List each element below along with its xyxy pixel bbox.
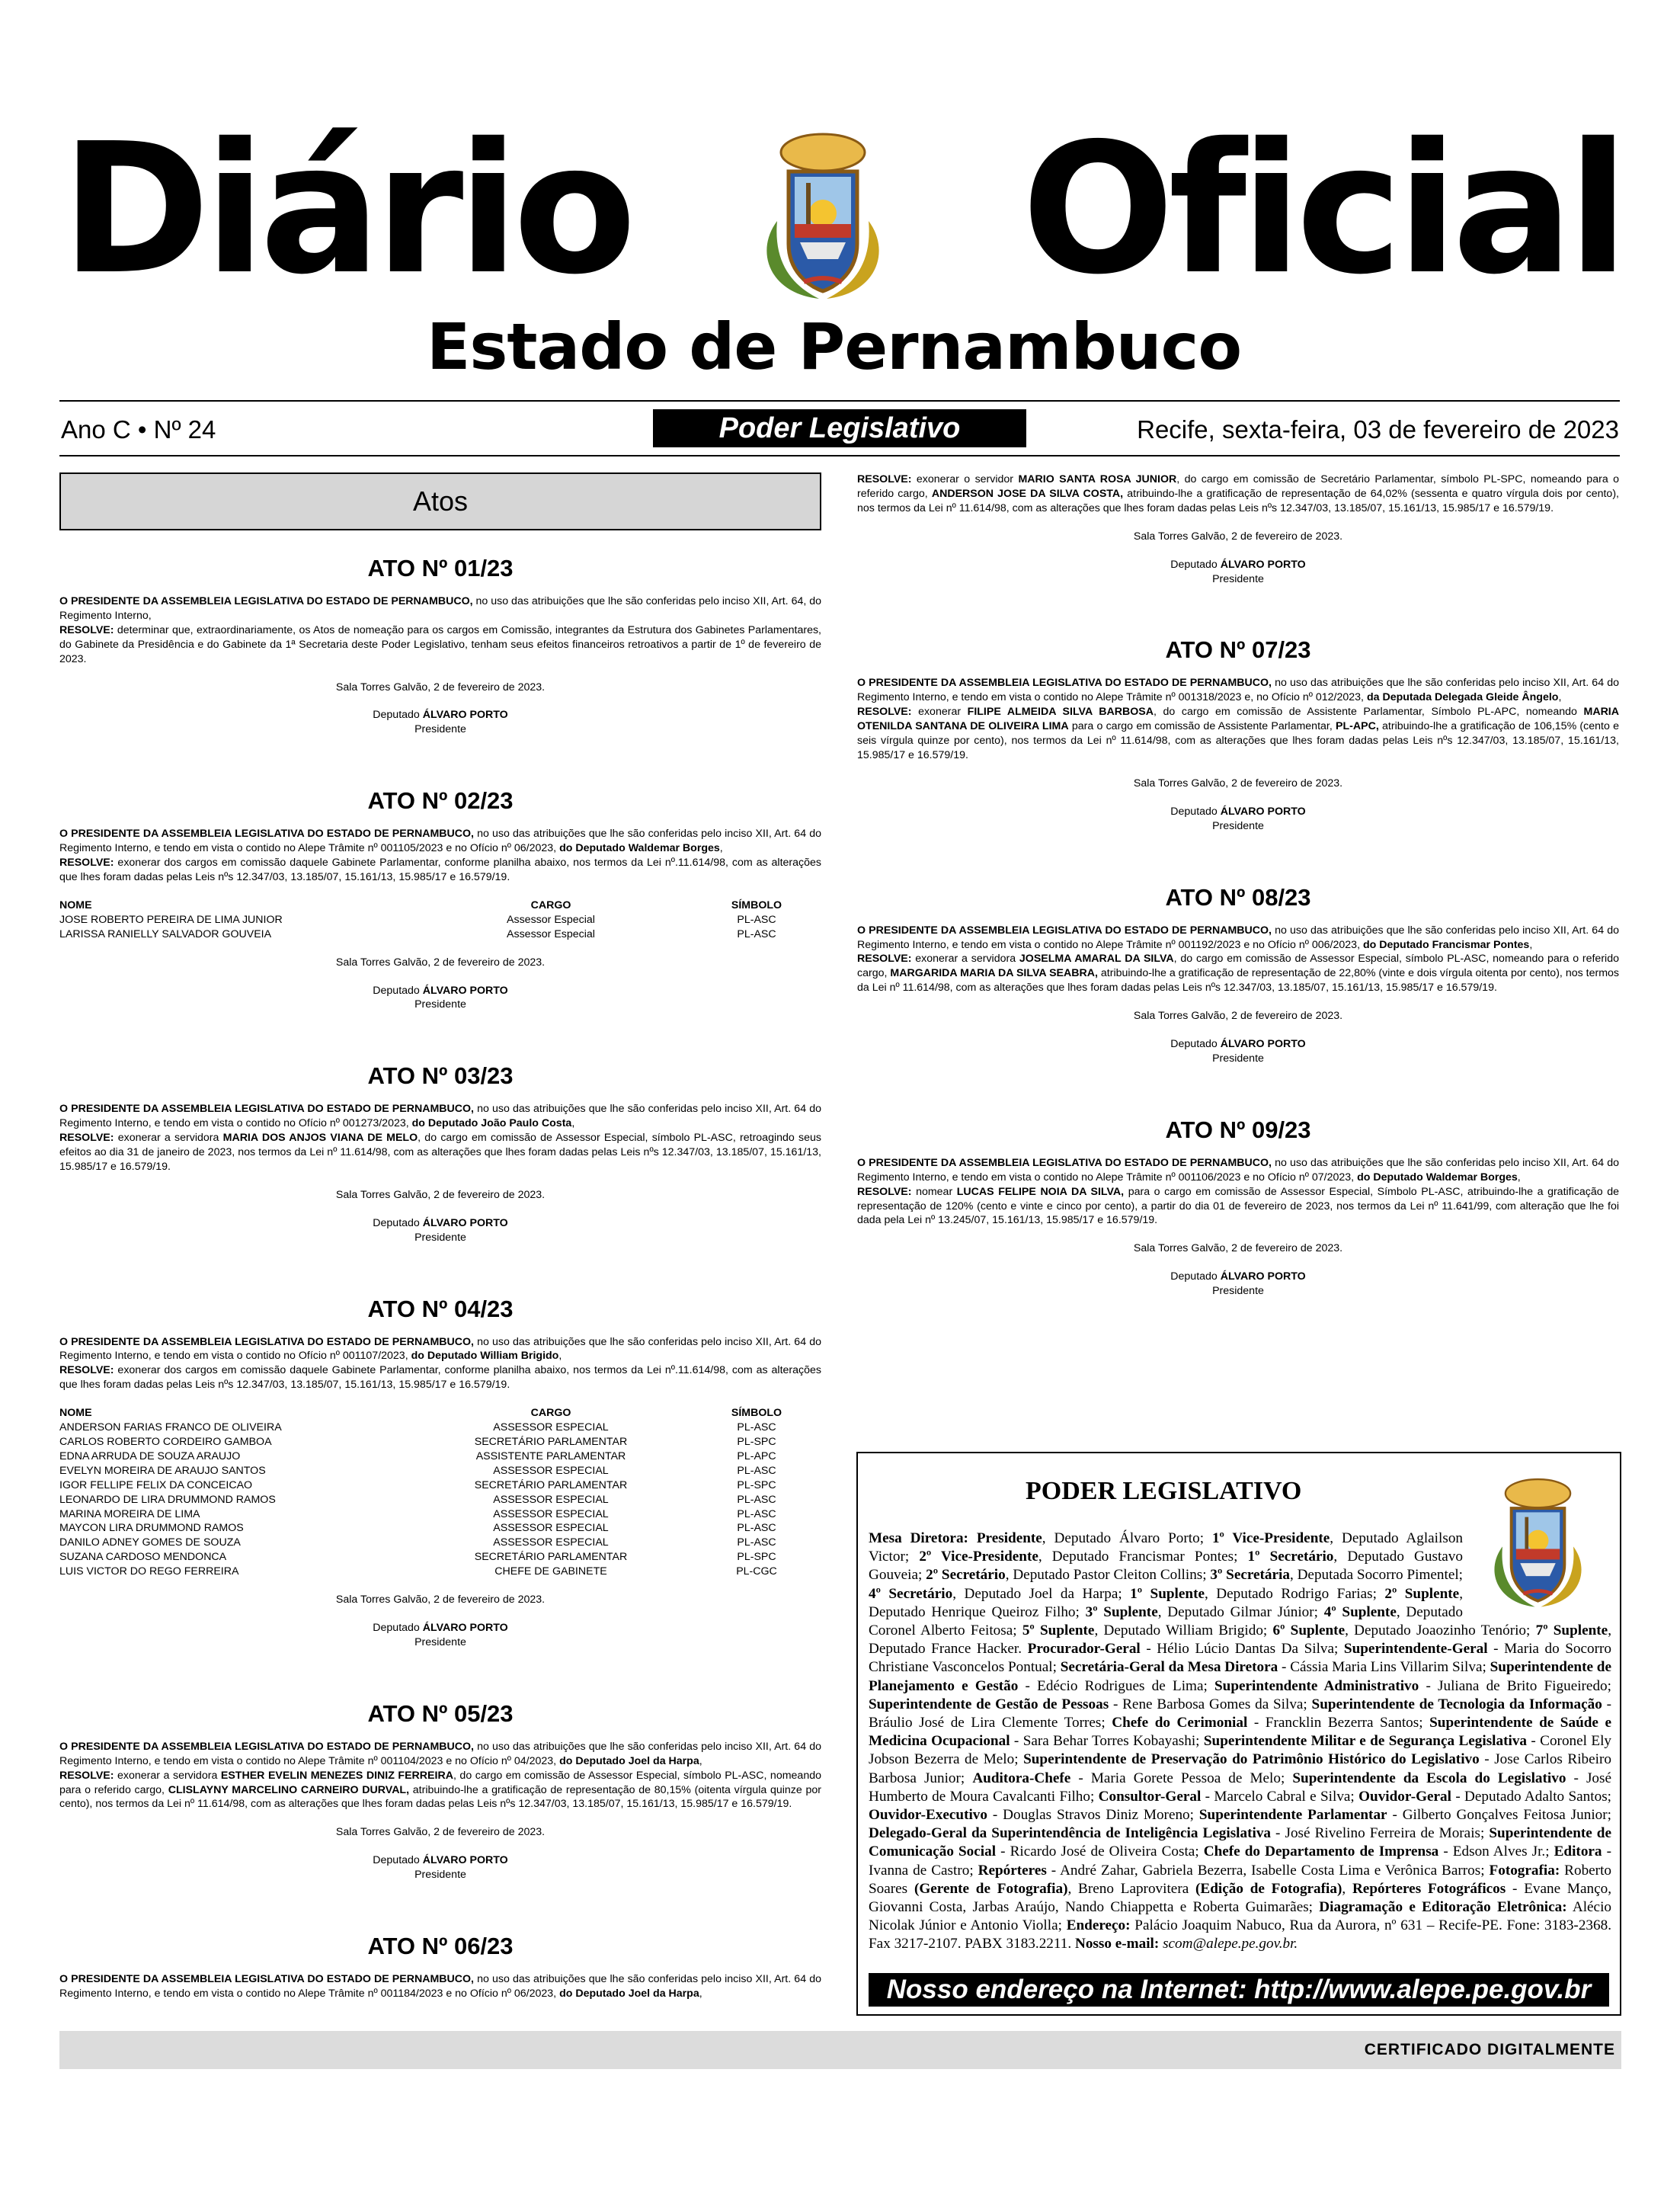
- ato-signature: Deputado ÁLVARO PORTO Presidente: [1170, 1270, 1306, 1298]
- expediente-segment: Superintendente de Gestão de Pessoas: [869, 1696, 1109, 1712]
- section-band: Poder Legislativo: [653, 409, 1026, 447]
- ato-place-date: Sala Torres Galvão, 2 de fevereiro de 2023.: [335, 1594, 546, 1606]
- table-cell: PL-ASC: [737, 913, 776, 926]
- expediente-segment: - Rene Barbosa Gomes da Silva;: [1109, 1696, 1312, 1712]
- expediente-segment: Palácio Joaquim Nabuco, Rua da Aurora, nº 631 – Recife-PE. Fone: 3183-2368. Fax 3217-2107. PABX 3183.2211.: [869, 1917, 1611, 1952]
- title-diario: Diário: [61, 104, 631, 314]
- table-cell: PL-ASC: [737, 1522, 776, 1535]
- ato-02-table: NOME CARGO SÍMBOLO JOSE ROBERTO PEREIRA DE LIMA JUNIOR Assessor Especial PL-ASC LARISSA RANIELLY SALVADOR GOUVEIA Assessor Especial PL-ASC: [59, 899, 821, 942]
- ato-09: [857, 1115, 1619, 1299]
- ato-title: ATO Nº 05/23: [367, 1699, 514, 1727]
- expediente-segment: , Deputado Pastor Cleiton Collins;: [1005, 1567, 1211, 1584]
- expediente-segment: 4º Secretário: [869, 1585, 953, 1602]
- ato-preamble: O PRESIDENTE DA ASSEMBLEIA LEGISLATIVA DO ESTADO DE PERNAMBUCO, no uso das atribuições que lhe são conferidas pelo inciso XII, Art. 64 do Regimento Interno, e tendo em vista o contido no Alepe Trâmite nº 001318/2023 e, no Ofício nº 012/2023, da Deputada Delegada Gleide Ângelo, RESOLVE: exonerar FILIPE ALMEIDA SILVA BARBOSA, do cargo em comissão de Assistente Parlamentar, Símbolo PL-APC, nomeando MARIA OTENILDA SANTANA DE OLIVEIRA LIMA para o cargo em comissão de Assistente Parlamentar, PL-APC, atribuindo-lhe a gratificação de 106,15% (cento e seis vírgula quinze por cento), nos termos da Lei nº 11.614/98, com as alterações que lhes foram dadas pelas Leis nºs 12.347/03, 13.185/07, 15.161/13, 15.985/17 e 16.579/19.: [857, 677, 1619, 761]
- expediente-segment: , Deputado Álvaro Porto;: [1042, 1530, 1212, 1546]
- expediente-segment: Superintendente Militar e de Segurança Legislativa: [1203, 1733, 1528, 1750]
- expediente-segment: - Maria do Socorro Christiane Vasconcelos Pontual;: [869, 1641, 1611, 1676]
- ato-title: ATO Nº 06/23: [367, 1933, 514, 1960]
- ato-02: [59, 786, 821, 1012]
- table-cell: ASSESSOR ESPECIAL: [493, 1536, 609, 1549]
- ato-place-date: Sala Torres Galvão, 2 de fevereiro de 2023.: [1133, 530, 1343, 543]
- table-cell: PL-SPC: [737, 1478, 776, 1491]
- expediente-segment: , Breno Laprovitera: [1067, 1880, 1196, 1897]
- expediente-segment: Superintendente Administrativo: [1214, 1677, 1419, 1694]
- ato-04: [59, 1294, 821, 1650]
- expediente-segment: ,: [1342, 1880, 1352, 1897]
- poder-legislativo-box: [856, 1452, 1621, 2016]
- table-row: [59, 1449, 821, 1464]
- ato-place-date: Sala Torres Galvão, 2 de fevereiro de 2023.: [1133, 1242, 1343, 1255]
- left-column: [59, 472, 821, 2001]
- table-cell: IGOR FELLIPE FELIX DA CONCEICAO: [59, 1478, 253, 1491]
- ato-preamble: O PRESIDENTE DA ASSEMBLEIA LEGISLATIVA DO ESTADO DE PERNAMBUCO, no uso das atribuições que lhe são conferidas pelo inciso XII, Art. 64 do Regimento Interno, e tendo em vista o contido no Ofício nº 001107/2023, do Deputado William Brigido, RESOLVE: exonerar dos cargos em comissão daquele Gabinete Parlamentar, conforme planilha abaixo, nos termos da Lei nº.11.614/98, com as alterações que lhes foram dadas pelas Leis nºs 12.347/03, 13.185/07, 15.161/13, 15.985/17 e 16.579/19.: [59, 1335, 821, 1392]
- table-cell: PL-ASC: [737, 1536, 776, 1549]
- expediente-segment: - Jose Carlos Ribeiro Barbosa Junior;: [869, 1751, 1611, 1786]
- table-row: [59, 1421, 821, 1435]
- expediente-segment: Superintendente de Preservação do Patrimônio Histórico do Legislativo: [1023, 1751, 1480, 1768]
- expediente-segment: Superintendente de Tecnologia da Informação: [1311, 1696, 1602, 1712]
- table-cell: ASSESSOR ESPECIAL: [493, 1421, 609, 1434]
- expediente-segment: Secretária-Geral da Mesa Diretora: [1060, 1659, 1278, 1676]
- expediente-segment: , Deputado William Brigido;: [1094, 1622, 1273, 1639]
- expediente-segment: - Ivanna de Castro;: [869, 1843, 1611, 1879]
- expediente-segment: Repórteres: [978, 1862, 1047, 1879]
- table-cell: Assessor Especial: [507, 927, 595, 940]
- ato-title: ATO Nº 03/23: [367, 1062, 514, 1090]
- expediente-segment: Editora: [1554, 1843, 1602, 1860]
- ato-06-continued: [857, 472, 1619, 586]
- table-cell: DANILO ADNEY GOMES DE SOUZA: [59, 1536, 241, 1549]
- internet-address-bar: Nosso endereço na Internet: http://www.alepe.pe.gov.br: [869, 1973, 1609, 2007]
- ato-preamble: O PRESIDENTE DA ASSEMBLEIA LEGISLATIVA DO ESTADO DE PERNAMBUCO, no uso das atribuições que lhe são conferidas pelo inciso XII, Art. 64 do Regimento Interno, e tendo em vista o contido no Alepe Trâmite nº 001104/2023 e no Ofício nº 04/2023, do Deputado Joel da Harpa, RESOLVE: exonerar a servidora ESTHER EVELIN MENEZES DINIZ FERREIRA, do cargo em comissão de Assessor Especial, símbolo PL-ASC, nomeando para o referido cargo, CLISLAYNY MARCELINO CARNEIRO DURVAL, atribuindo-lhe a gratificação de representação de 80,15% (oitenta vírgula quinze por cento), nos termos da Lei nº 11.614/98, com as alterações que lhes foram dadas pelas Leis nºs 12.347/03, 13.185/07, 15.161/13, 15.985/17 e 16.579/19.: [59, 1740, 821, 1811]
- issue-number: Ano C • Nº 24: [61, 415, 216, 444]
- expediente-segment: - Douglas Stravos Diniz Moreno;: [987, 1807, 1199, 1824]
- expediente-segment: - Bráulio José de Lira Clemente Torres;: [869, 1696, 1612, 1731]
- table-cell: PL-ASC: [737, 1507, 776, 1520]
- ato-place-date: Sala Torres Galvão, 2 de fevereiro de 2023.: [335, 1188, 546, 1201]
- table-cell: JOSE ROBERTO PEREIRA DE LIMA JUNIOR: [59, 913, 283, 926]
- expediente-segment: 1º Vice-Presidente: [1211, 1530, 1330, 1546]
- ato-preamble: O PRESIDENTE DA ASSEMBLEIA LEGISLATIVA DO ESTADO DE PERNAMBUCO, no uso das atribuições que lhe são conferidas pelo inciso XII, Art. 64 do Regimento Interno, e tendo em vista o contido no Alepe Trâmite nº 001192/2023 e no Ofício nº 006/2023, do Deputado Francismar Pontes, RESOLVE: exonerar a servidora JOSELMA AMARAL DA SILVA, do cargo em comissão de Assessor Especial, símbolo PL-ASC, nomeando para o referido cargo, MARGARIDA MARIA DA SILVA SEABRA, atribuindo-lhe a gratificação de representação de 22,80% (vinte e dois vírgula oitenta por cento), nos termos da Lei nº 11.614/98, com as alterações que lhes foram dadas pelas Leis nºs 12.347/03, 13.185/07, 15.161/13, 15.985/17 e 16.579/19.: [857, 924, 1620, 995]
- table-row: [59, 1536, 821, 1550]
- ato-place-date: Sala Torres Galvão, 2 de fevereiro de 2023.: [335, 956, 546, 969]
- certification-label: CERTIFICADO DIGITALMENTE: [1364, 2041, 1615, 2058]
- expediente-segment: Superintendente de Saúde e Medicina Ocupacional: [869, 1715, 1611, 1750]
- expediente-segment: , Deputado Rodrigo Farias;: [1205, 1585, 1385, 1602]
- table-cell: CHEFE DE GABINETE: [494, 1565, 607, 1578]
- table-row: [59, 1550, 821, 1565]
- expediente-segment: Ouvidor-Geral: [1358, 1788, 1451, 1805]
- table-row: [59, 1521, 821, 1536]
- expediente-segment: Chefe do Cerimonial: [1112, 1715, 1248, 1731]
- masthead: [61, 104, 1623, 314]
- expediente-segment: , Deputado Henrique Queiroz Filho;: [869, 1585, 1464, 1620]
- expediente-segment: , Deputado Francismar Pontes;: [1038, 1549, 1248, 1565]
- table-cell: MAYCON LIRA DRUMMOND RAMOS: [59, 1522, 244, 1535]
- expediente-segment: 5º Suplente: [1022, 1622, 1095, 1639]
- expediente-segment: Nosso e-mail:: [1074, 1936, 1160, 1952]
- expediente-segment: 2º Secretário: [926, 1567, 1006, 1584]
- expediente-segment: - Marcelo Cabral e Silva;: [1201, 1788, 1359, 1805]
- expediente-segment: Repórteres Fotográficos: [1352, 1880, 1506, 1897]
- expediente-segment: Fotografia:: [1489, 1862, 1560, 1879]
- ato-signature: Deputado ÁLVARO PORTO Presidente: [1170, 805, 1306, 832]
- expediente-segment: 3º Suplente: [1085, 1603, 1158, 1620]
- ato-05: [59, 1699, 821, 1882]
- ato-01: [59, 553, 821, 737]
- expediente-segment: - José Humberto de Moura Cavalcanti Filho;: [869, 1770, 1611, 1805]
- expediente-segment: 6º Suplente: [1272, 1622, 1346, 1639]
- ato-07: [857, 635, 1619, 833]
- title-oficial: Oficial: [1021, 104, 1623, 314]
- table-cell: ASSESSOR ESPECIAL: [493, 1507, 609, 1520]
- table-row: [59, 1493, 821, 1507]
- expediente-segment: Alécio Nicolak Júnior e Antonio Violla;: [869, 1899, 1611, 1934]
- expediente-segment: 4º Suplente: [1323, 1603, 1397, 1620]
- ato-title: ATO Nº 04/23: [367, 1295, 514, 1322]
- table-cell: PL-APC: [737, 1449, 776, 1462]
- expediente-segment: , Deputado Gilmar Júnior;: [1157, 1603, 1324, 1620]
- expediente-segment: - Sara Behar Torres Kobayashi;: [1010, 1733, 1204, 1750]
- ato-title: ATO Nº 08/23: [1165, 883, 1311, 911]
- table-cell: LEONARDO DE LIRA DRUMMOND RAMOS: [59, 1493, 276, 1506]
- expediente-segment: - Ricardo José de Oliveira Costa;: [996, 1843, 1204, 1860]
- table-cell: ASSESSOR ESPECIAL: [493, 1493, 609, 1506]
- table-cell: SECRETÁRIO PARLAMENTAR: [474, 1551, 628, 1564]
- ato-signature: Deputado ÁLVARO PORTO Presidente: [1170, 1038, 1306, 1065]
- expediente-segment: 2º Suplente: [1384, 1585, 1460, 1602]
- table-cell: ANDERSON FARIAS FRANCO DE OLIVEIRA: [59, 1421, 282, 1434]
- table-cell: PL-ASC: [737, 927, 776, 940]
- expediente-segment: , Deputado Joaozinho Tenório;: [1345, 1622, 1536, 1639]
- table-cell: PL-ASC: [737, 1421, 776, 1434]
- expediente-segment: , Deputado Joel da Harpa;: [952, 1585, 1131, 1602]
- expediente-segment: - Hélio Lúcio Dantas Da Silva;: [1140, 1641, 1344, 1658]
- ato-08: [857, 882, 1619, 1066]
- right-column: [857, 472, 1619, 1299]
- table-cell: MARINA MOREIRA DE LIMA: [59, 1507, 200, 1520]
- ato-preamble: O PRESIDENTE DA ASSEMBLEIA LEGISLATIVA DO ESTADO DE PERNAMBUCO, no uso das atribuições que lhe são conferidas pelo inciso XII, Art. 64 do Regimento Interno, e tendo em vista o contido no Alepe Trâmite nº 001105/2023 e no Ofício nº 06/2023, do Deputado Waldemar Borges, RESOLVE: exonerar dos cargos em comissão daquele Gabinete Parlamentar, conforme planilha abaixo, nos termos da Lei nº.11.614/98, com as alterações que lhes foram dadas pelas Leis nºs 12.347/03, 13.185/07, 15.161/13, 15.985/17 e 16.579/19.: [59, 828, 821, 883]
- expediente-segment: - Gilberto Gonçalves Feitosa Junior;: [1387, 1807, 1611, 1824]
- expediente-segment: 3º Secretária: [1210, 1567, 1290, 1584]
- masthead-rule-top: [59, 400, 1620, 402]
- table-cell: PL-SPC: [737, 1436, 776, 1448]
- ato-preamble: O PRESIDENTE DA ASSEMBLEIA LEGISLATIVA DO ESTADO DE PERNAMBUCO, no uso das atribuições que lhe são conferidas pelo inciso XII, Art. 64 do Regimento Interno, e tendo em vista o contido no Ofício nº 001273/2023, do Deputado João Paulo Costa, RESOLVE: exonerar a servidora MARIA DOS ANJOS VIANA DE MELO, do cargo em comissão de Assessor Especial, símbolo PL-ASC, retroagindo seus efeitos ao dia 31 de janeiro de 2023, nos termos da Lei nº 11.614/98, com as alterações que lhes foram dadas pelas Leis nºs 12.347/03, 13.185/07, 15.161/13, 15.985/17 e 16.579/19.: [59, 1103, 821, 1173]
- expediente-segment: , Deputado Aglailson Victor;: [869, 1530, 1464, 1565]
- expediente-segment: , Deputado Coronel Alberto Feitosa;: [869, 1603, 1463, 1639]
- table-row: [59, 1507, 821, 1522]
- table-cell: EDNA ARRUDA DE SOUZA ARAUJO: [59, 1449, 241, 1462]
- table-cell: PL-SPC: [737, 1551, 776, 1564]
- expediente-segment: Superintendente de Comunicação Social: [869, 1825, 1611, 1860]
- ato-03: [59, 1061, 821, 1244]
- expediente-segment: Endereço:: [1066, 1917, 1131, 1934]
- expediente-segment: - Cássia Maria Lins Villarim Silva;: [1278, 1659, 1490, 1676]
- expediente-segment: Mesa Diretora: Presidente: [869, 1530, 1042, 1546]
- ato-preamble: O PRESIDENTE DA ASSEMBLEIA LEGISLATIVA DO ESTADO DE PERNAMBUCO, no uso das atribuições que lhe são conferidas pelo inciso XII, Art. 64 do Regimento Interno, e tendo em vista o contido no Alepe Trâmite nº 001106/2023 e no Ofício nº 07/2023, do Deputado Waldemar Borges, RESOLVE: nomear LUCAS FELIPE NOIA DA SILVA, para o cargo em comissão de Assessor Especial, Símbolo PL-ASC, atribuindo-lhe a gratificação de representação de 120% (cento e vinte e cinco por cento), a partir do dia 01 de fevereiro de 2023, nos termos da Lei nº 11.641/99, com alteração que lhe foi dada pela Lei nº 13.245/07, 15.161/13, 15.985/17 e 16.579/19.: [857, 1156, 1619, 1227]
- expediente-segment: , Deputado France Hacker.: [869, 1622, 1611, 1658]
- masthead-subtitle: Estado de Pernambuco: [427, 309, 1242, 384]
- ato-title: ATO Nº 01/23: [367, 555, 514, 581]
- table-cell: LUIS VICTOR DO REGO FERREIRA: [59, 1565, 239, 1578]
- expediente-text: [869, 1530, 1611, 1954]
- ato-place-date: Sala Torres Galvão, 2 de fevereiro de 2023.: [335, 681, 546, 693]
- expediente-segment: Superintendente Parlamentar: [1198, 1807, 1387, 1824]
- ato-signature: Deputado ÁLVARO PORTO Presidente: [373, 984, 508, 1011]
- table-cell: PL-ASC: [737, 1464, 776, 1477]
- expediente-segment: - Coronel Ely Jobson Bezerra de Melo;: [869, 1733, 1611, 1768]
- table-cell: ASSESSOR ESPECIAL: [493, 1522, 609, 1535]
- ato-signature: Deputado ÁLVARO PORTO Presidente: [373, 1621, 508, 1648]
- ato-title: ATO Nº 02/23: [367, 787, 514, 815]
- issue-date: Recife, sexta-feira, 03 de fevereiro de 2023: [1137, 415, 1619, 444]
- expediente-segment: - Edécio Rodrigues de Lima;: [1018, 1677, 1214, 1694]
- table-cell: SECRETÁRIO PARLAMENTAR: [474, 1478, 628, 1491]
- table-row: [59, 927, 821, 942]
- expediente-segment: - André Zahar, Gabriela Bezerra, Isabelle Costa Lima e Verônica Barros;: [1046, 1862, 1490, 1879]
- table-row: [59, 1435, 821, 1449]
- expediente-segment: - Evane Manço, Giovanni Costa, Jarbas Araújo, Nando Chiappetta e Roberta Guimarães;: [869, 1880, 1611, 1916]
- expediente-segment: - José Rivelino Ferreira de Morais;: [1271, 1825, 1490, 1842]
- table-row: [59, 1478, 821, 1493]
- expediente-segment: - Maria Gorete Pessoa de Melo;: [1070, 1770, 1293, 1786]
- expediente-segment: Procurador-Geral: [1027, 1641, 1141, 1658]
- atos-heading: Atos: [59, 472, 821, 530]
- ato-signature: Deputado ÁLVARO PORTO Presidente: [1170, 558, 1306, 585]
- expediente-segment: , Deputado Gustavo Gouveia;: [869, 1549, 1463, 1584]
- expediente-segment: (Edição de Fotografia): [1195, 1880, 1342, 1897]
- table-cell: Assessor Especial: [507, 913, 595, 926]
- ato-resolve: RESOLVE: exonerar o servidor MARIO SANTA ROSA JUNIOR, do cargo em comissão de Secretário Parlamentar, símbolo PL-SPC, nomeando para o referido cargo, ANDERSON JOSE DA SILVA COSTA, atribuindo-lhe a gratificação de representação de 64,02% (sessenta e quatro vírgula dois por cento), nos termos da Lei nº 11.614/98, com as alterações que lhes foram dadas pelas Leis nºs 12.347/03, 13.185/07, 15.161/13, 15.985/17 e 16.579/19.: [857, 473, 1619, 514]
- table-cell: PL-ASC: [737, 1493, 776, 1506]
- ato-title: ATO Nº 09/23: [1165, 1116, 1311, 1143]
- masthead-rule-bottom: [59, 455, 1620, 456]
- table-cell: LARISSA RANIELLY SALVADOR GOUVEIA: [59, 927, 272, 940]
- expediente-segment: 1º Suplente: [1130, 1585, 1205, 1602]
- table-cell: ASSISTENTE PARLAMENTAR: [475, 1449, 626, 1462]
- table-cell: EVELYN MOREIRA DE ARAUJO SANTOS: [59, 1464, 266, 1477]
- expediente-segment: Auditora-Chefe: [972, 1770, 1071, 1786]
- table-cell: ASSESSOR ESPECIAL: [493, 1464, 609, 1477]
- ato-place-date: Sala Torres Galvão, 2 de fevereiro de 2023.: [1133, 1010, 1343, 1023]
- ato-signature: Deputado ÁLVARO PORTO Presidente: [373, 1216, 508, 1244]
- pernambuco-coat-of-arms-icon: [747, 130, 899, 305]
- table-cell: CARLOS ROBERTO CORDEIRO GAMBOA: [59, 1436, 272, 1448]
- table-cell: SUZANA CARDOSO MENDONCA: [59, 1551, 227, 1564]
- ato-preamble: O PRESIDENTE DA ASSEMBLEIA LEGISLATIVA DO ESTADO DE PERNAMBUCO, no uso das atribuições que lhe são conferidas pelo inciso XII, Art. 64 do Regimento Interno, e tendo em vista o contido no Alepe Trâmite nº 001184/2023 e no Ofício nº 06/2023, do Deputado Joel da Harpa,: [59, 1973, 821, 2000]
- ato-place-date: Sala Torres Galvão, 2 de fevereiro de 2023.: [335, 1826, 546, 1839]
- table-cell: PL-CGC: [736, 1565, 777, 1578]
- expediente-segment: Ouvidor-Executivo: [869, 1807, 987, 1824]
- expediente-segment: 1º Secretário: [1247, 1549, 1334, 1565]
- ato-place-date: Sala Torres Galvão, 2 de fevereiro de 2023.: [1133, 777, 1343, 790]
- ato-preamble: O PRESIDENTE DA ASSEMBLEIA LEGISLATIVA DO ESTADO DE PERNAMBUCO, no uso das atribuições que lhe são conferidas pelo inciso XII, Art. 64, do Regimento Interno, RESOLVE: determinar que, extraordinariamente, os Atos de nomeação para os cargos em Comissão, integrantes da Estrutura dos Gabinetes Parlamentares, do Gabinete da Presidência e do Gabinete da 1ª Secretaria deste Poder Legislativo, tenham seus efeitos financeiros retroativos a partir de 1º de fevereiro de 2023.: [59, 595, 822, 665]
- expediente-segment: Superintendente-Geral: [1343, 1641, 1488, 1658]
- expediente-segment: Roberto Soares: [869, 1862, 1611, 1897]
- expediente-segment: Diagramação e Editoração Eletrônica:: [1319, 1899, 1567, 1916]
- expediente-segment: 2º Vice-Presidente: [919, 1549, 1038, 1565]
- table-cell: SECRETÁRIO PARLAMENTAR: [474, 1436, 628, 1448]
- expediente-segment: 7º Suplente: [1535, 1622, 1608, 1639]
- ato-title: ATO Nº 07/23: [1165, 636, 1311, 664]
- expediente-segment: Consultor-Geral: [1098, 1788, 1202, 1805]
- ato-04-table: NOME CARGO SÍMBOLO ANDERSON FARIAS FRANCO DE OLIVEIRA ASSESSOR ESPECIAL PL-ASC CARLOS ROBERTO CORDEIRO GAMBOA SECRETÁRIO PARLAMENTAR PL-SPC EDNA ARRUDA DE SOUZA ARAUJO ASSISTENTE PARLAMENTAR PL-APC EVELYN MOREIRA DE ARAUJO SANTOS ASSESSOR ESPECIAL PL-ASC IGOR FELLIPE FELIX DA CONCEICAO SECRETÁRIO PARLAMENTAR PL-SPC LEONARDO DE LIRA DRUMMOND RAMOS ASSESSOR ESPECIAL PL-ASC MARINA MOREIRA DE LIMA ASSESSOR ESPECIAL PL-ASC MAYCON LIRA DRUMMOND RAMOS ASSESSOR ESPECIAL PL-ASC DANILO ADNEY GOMES DE SOUZA ASSESSOR ESPECIAL PL-ASC SUZANA CARDOSO MENDONCA SECRETÁRIO PARLAMENTAR PL-SPC LUIS VICTOR DO REGO FERREIRA CHEFE DE GABINETE PL-CGC: [59, 1406, 821, 1579]
- expediente-segment: scom@alepe.pe.gov.br.: [1159, 1936, 1298, 1952]
- table-row: [59, 1464, 821, 1478]
- table-row: [59, 913, 821, 927]
- ato-06: [59, 1931, 821, 2001]
- expediente-segment: - Francklin Bezerra Santos;: [1247, 1715, 1430, 1731]
- expediente-segment: Chefe do Departamento de Imprensa: [1203, 1843, 1439, 1860]
- ato-signature: Deputado ÁLVARO PORTO Presidente: [373, 1854, 508, 1882]
- expediente-segment: Superintendente de Planejamento e Gestão: [869, 1659, 1611, 1694]
- expediente-segment: Delegado-Geral da Superintendência de Inteligência Legislativa: [869, 1825, 1272, 1842]
- expediente-segment: - Edson Alves Jr.;: [1438, 1843, 1554, 1860]
- poder-legislativo-title: PODER LEGISLATIVO: [1026, 1477, 1302, 1505]
- expediente-segment: , Deputada Socorro Pimentel;: [1289, 1567, 1464, 1584]
- expediente-segment: (Gerente de Fotografia): [914, 1880, 1068, 1897]
- expediente-segment: - Juliana de Brito Figueiredo;: [1419, 1677, 1611, 1694]
- ato-signature: Deputado ÁLVARO PORTO Presidente: [373, 709, 508, 736]
- table-row: [59, 1565, 821, 1579]
- expediente-segment: Superintendente da Escola do Legislativo: [1292, 1770, 1566, 1786]
- expediente-segment: - Deputado Adalto Santos;: [1451, 1788, 1611, 1805]
